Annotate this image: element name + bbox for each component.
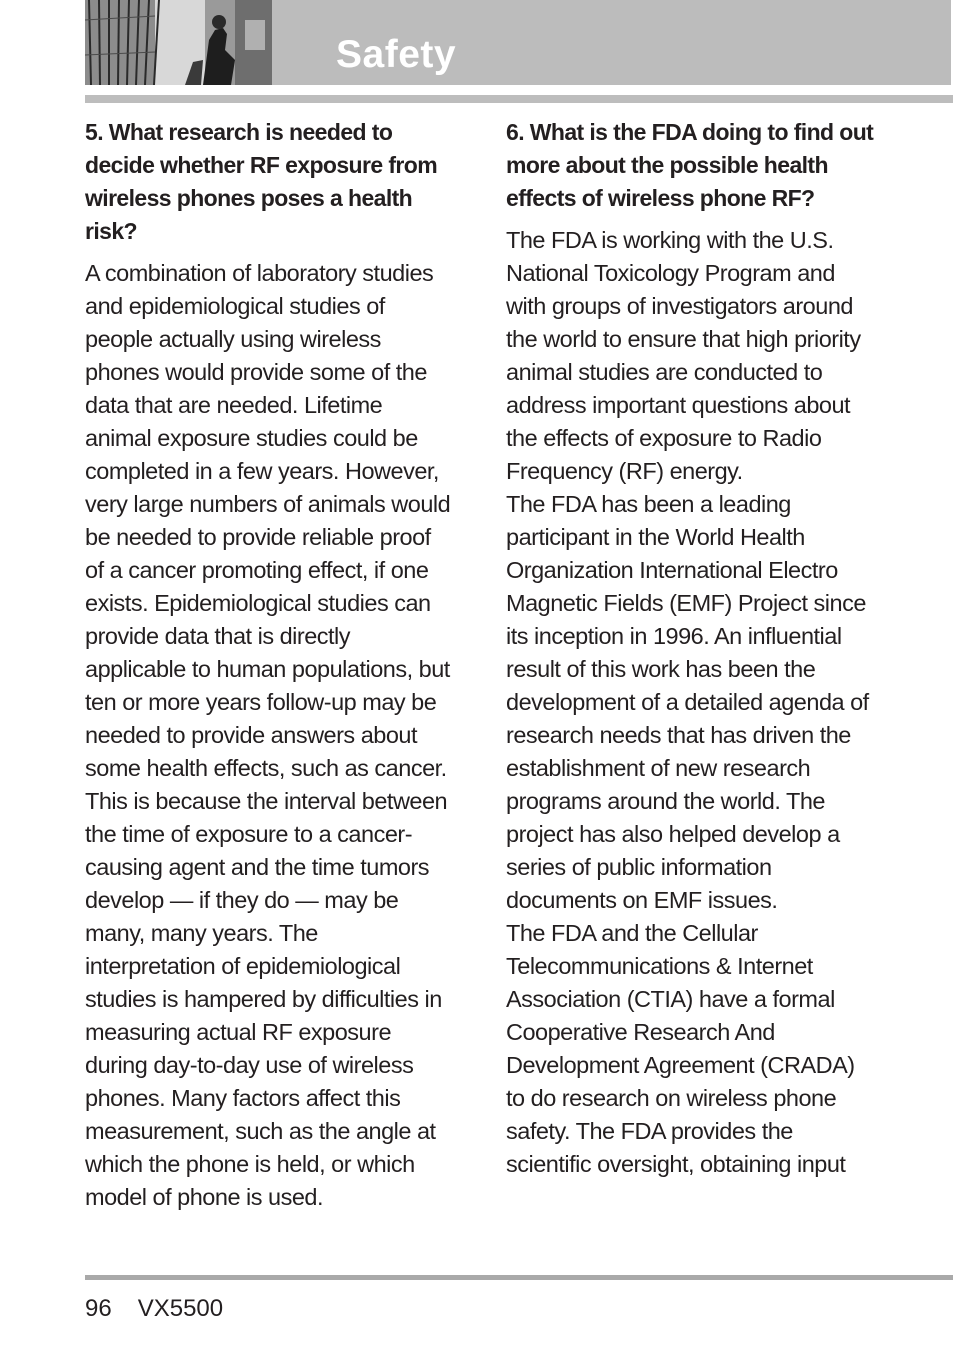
right-column bbox=[506, 116, 876, 1181]
section-title: Safety bbox=[336, 33, 457, 76]
header-photo-image bbox=[85, 0, 272, 85]
footer-divider bbox=[85, 1275, 953, 1280]
model-name: VX5500 bbox=[137, 1295, 224, 1322]
header-divider bbox=[85, 95, 953, 103]
header-photo bbox=[85, 0, 272, 85]
question-6-heading: 6. What is the FDA doing to find out more about the possible health effects of wireless phone RF? bbox=[506, 119, 874, 211]
page-footer bbox=[85, 1294, 249, 1324]
question-6-answer-paragraph-3: The FDA and the Cellular Telecommunications & Internet Association (CTIA) have a formal Cooperative Research And Development Agreement (CRADA) to do research on wireless phone safety. The FDA provides the scientific oversight, obtaining input bbox=[506, 920, 855, 1177]
left-column bbox=[85, 116, 453, 1214]
question-5-answer: A combination of laboratory studies and epidemiological studies of people actually using wireless phones would provide some of the data that are needed. Lifetime animal exposure studies could be completed in a few years. However, very large numbers of animals would be needed to provide reliable proof of a cancer promoting effect, if one exists. Epidemiological studies can provide data that is directly applicable to human populations, but ten or more years follow-up may be needed to provide answers about some health effects, such as cancer. This is because the interval between the time of exposure to a cancer-causing agent and the time tumors develop — if they do — may be many, many years. The interpretation of epidemiological studies is hampered by difficulties in measuring actual RF exposure during day-to-day use of wireless phones. Many factors affect this measurement, such as the angle at which the phone is held, or which model of phone is used. bbox=[85, 260, 451, 1210]
question-6-answer-paragraph-2: The FDA has been a leading participant in the World Health Organization International Electro Magnetic Fields (EMF) Project since its inception in 1996. An influential result of this work has been the development of a detailed agenda of research needs that has driven the establishment of new research programs around the world. The project has also helped develop a series of public information documents on EMF issues. bbox=[506, 491, 869, 913]
question-5-heading: 5. What research is needed to decide whether RF exposure from wireless phones poses a health risk? bbox=[85, 119, 438, 244]
question-6-answer-paragraph-1: The FDA is working with the U.S. National Toxicology Program and with groups of investigators around the world to ensure that high priority animal studies are conducted to address important questions about the effects of exposure to Radio Frequency (RF) energy. bbox=[506, 227, 861, 484]
page-number: 96 bbox=[85, 1295, 112, 1322]
